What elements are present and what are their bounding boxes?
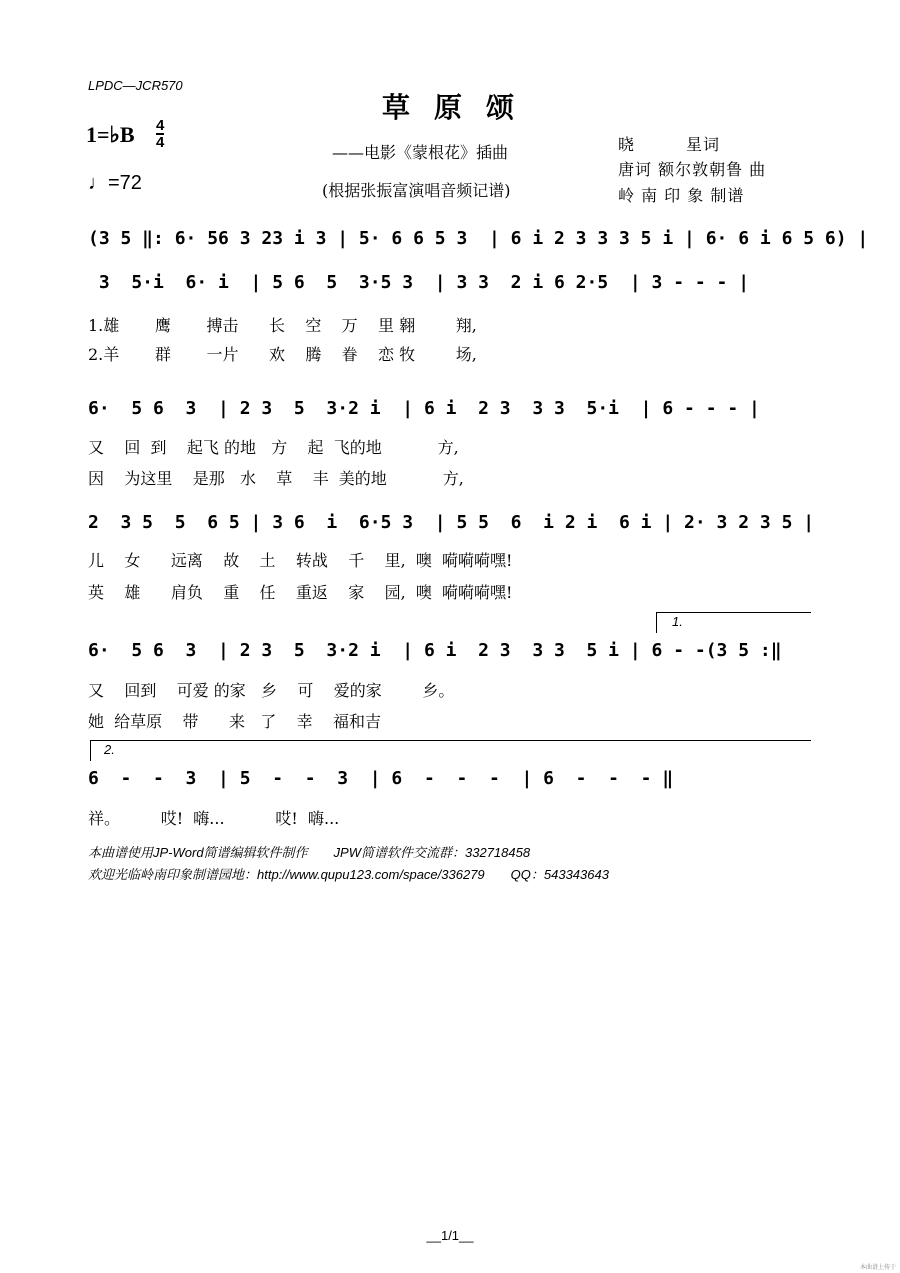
page-title: 草原颂 (381, 91, 538, 124)
lyric-line: 又 回到 可爱 的家 乡 可 爱的家 乡。 (88, 681, 455, 700)
lyric-line: 英 雄 肩负 重 任 重返 家 园, 噢 嗬嗬嗬嘿! (88, 583, 513, 602)
score-code: LPDC—JCR570 (88, 78, 183, 93)
lyric-line: 又 回 到 起飞 的地 方 起 飞的地 方, (88, 438, 459, 457)
lyric-line: 2.羊 群 一片 欢 腾 眷 恋 牧 场, (88, 345, 477, 364)
subtitle: ——电影《蒙根花》插曲 (332, 143, 509, 162)
key-signature: 1=♭B (86, 122, 135, 147)
credit-lyricist: 晓 星词 (618, 135, 721, 154)
footer-line: 欢迎光临岭南印象制谱园地：http://www.qupu123.com/space/336279 QQ：543343643 (88, 867, 609, 882)
notation-row: 3 5·i 6· i | 5 6 5 3·5 3 | 3 3 2 i 6 2·5 | 3 - - - | (88, 272, 750, 293)
lyric-line: 儿 女 远离 故 土 转战 千 里, 噢 嗬嗬嗬嘿! (88, 551, 513, 570)
notation-row: 6 - - 3 | 5 - - 3 | 6 - - - | 6 - - - ‖ (88, 768, 674, 789)
tempo-mark (88, 172, 142, 195)
page-number: __1/1__ (426, 1228, 474, 1243)
notation-row: (3 5 ‖: 6· 56 3 23 i 3 | 5· 6 6 5 3 | 6 i 2 3 3 3 5 i | 6· 6 i 6 5 6) | (88, 228, 869, 249)
subtitle-source: (根据张振富演唱音频记谱) (322, 181, 511, 200)
lyric-line: 1.雄 鹰 搏击 长 空 万 里 翱 翔, (88, 316, 477, 335)
notation-row: 2 3 5 5 6 5 | 3 6 i 6·5 3 | 5 5 6 i 2 i 6 i | 2· 3 2 3 5 | (88, 512, 815, 533)
lyric-line: 因 为这里 是那 水 草 丰 美的地 方, (88, 469, 464, 488)
meter-top: 4 (156, 117, 165, 134)
lyric-line: 她 给草原 带 来 了 幸 福和吉 (88, 712, 381, 731)
tempo-value: =72 (108, 172, 142, 194)
notation-row: 6· 5 6 3 | 2 3 5 3·2 i | 6 i 2 3 3 3 5 i | 6 - -(3 5 :‖ (88, 640, 782, 661)
lyric-line: 祥。 哎! 嗨... 哎! 嗨... (88, 809, 340, 828)
footer-line: 本曲谱使用JP-Word简谱编辑软件制作 JPW简谱软件交流群：332718458 (88, 845, 531, 860)
meter-bottom: 4 (156, 134, 165, 151)
credit-composer: 唐诃 额尔敦朝鲁 曲 (618, 160, 767, 179)
volta-label-2: 2. (104, 742, 115, 757)
upload-watermark: 本曲谱上传于 (859, 1264, 896, 1271)
notation-row: 6· 5 6 3 | 2 3 5 3·2 i | 6 i 2 3 3 3 5·i | 6 - - - | (88, 398, 760, 419)
credit-engraver: 岭 南 印 象 制谱 (618, 186, 745, 205)
volta-label-1: 1. (672, 614, 683, 629)
time-signature (156, 118, 164, 150)
quarter-note-icon: ♩ (88, 172, 108, 194)
volta-bracket-2 (90, 740, 811, 761)
